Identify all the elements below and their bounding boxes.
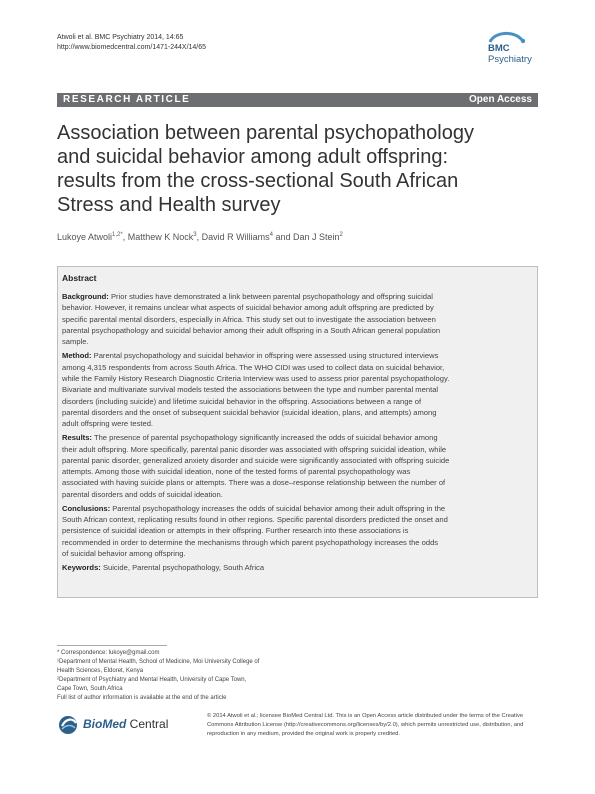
abstract-text: parental psychopathology and suicidal behavior among their adult offspring in a South African general population [62, 325, 441, 335]
article-title [57, 121, 538, 217]
article-type-label: RESEARCH ARTICLE [63, 94, 191, 105]
citation-header [57, 33, 206, 52]
abstract-line [62, 515, 448, 524]
abstract-line [62, 467, 410, 476]
abstract-text: attempts. Among those with suicidal ideation, none of the tested forms of parental psychopathology was [62, 467, 411, 477]
author-affiliation-mark: 4 [269, 232, 273, 238]
abstract-text: recommended in order to determine the mechanisms through which parent psychopathology increases the odds [62, 537, 439, 547]
abstract-text: specific parental mental disorders, especially in Africa. This study set out to investigate the association between [62, 314, 436, 324]
abstract-line [62, 538, 438, 547]
abstract-line [62, 504, 445, 513]
abstract-line [62, 363, 444, 372]
abstract-line [62, 478, 445, 487]
abstract-line [62, 351, 438, 360]
abstract-text: associated with having suicide plans or attempts. There was a dose–response relationship between the number of [62, 478, 446, 488]
publisher-logo [57, 714, 177, 736]
abstract-heading: Abstract [62, 273, 97, 283]
author-affiliation-mark: 3 [193, 232, 197, 238]
abstract-text: Parental psychopathology increases the odds of suicidal behavior among their adult offspring in the [110, 503, 446, 513]
citation-line: Atwoli et al. BMC Psychiatry 2014, 14:65 [57, 34, 184, 41]
abstract-section-label: Keywords: [62, 563, 101, 573]
abstract-text: Bivariate and multivariate survival models tested the associations between the type and number parental mental [62, 385, 439, 395]
footnote-line: * Correspondence: lukoye@gmail.com [57, 650, 160, 656]
license-line: reproduction in any medium, provided the original work is properly credited. [207, 731, 401, 737]
abstract-section-label: Conclusions: [62, 503, 111, 513]
abstract-line [62, 374, 449, 383]
abstract-text: parental disorders and odds of suicidal ideation. [62, 489, 223, 499]
abstract-line [62, 397, 421, 406]
author-affiliation-mark: 2 [339, 232, 343, 238]
publisher-logo-icon [57, 714, 81, 736]
abstract-text: sample. [62, 337, 89, 347]
abstract-line [62, 408, 436, 417]
footnote-line: Health Sciences, Eldoret, Kenya [57, 668, 144, 674]
abstract-line [62, 337, 89, 346]
footnote-line: Full list of author information is available at the end of the article [57, 695, 227, 701]
author-list [57, 232, 343, 242]
abstract-text: their adult offspring. More specifically, parental panic disorder was associated with offspring suicidal ideation, while [62, 444, 447, 454]
publisher-logo-main: BioMed [83, 717, 127, 731]
abstract-section-label: Background: [62, 292, 109, 301]
title-line: Association between parental psychopathology [57, 122, 474, 144]
abstract-text: parental panic disorder, generalized anxiety disorder and suicide were significantly associated with offspring suicide [62, 455, 450, 465]
footnote-line: ¹Department of Mental Health, School of Medicine, Moi University College of [57, 659, 260, 665]
abstract-line [62, 563, 264, 572]
journal-logo-bmc: BMC [488, 43, 510, 54]
abstract-line [62, 419, 153, 428]
title-line: and suicidal behavior among adult offspring: [57, 146, 448, 168]
journal-logo [484, 28, 544, 72]
abstract-text: persistence of suicidal ideation or attempts in their offspring. Further research into these associations is [62, 526, 409, 536]
publisher-logo-text [83, 717, 168, 731]
abstract-line [62, 456, 449, 465]
journal-logo-name: Psychiatry [488, 54, 532, 65]
abstract-line [62, 303, 434, 312]
abstract-line [62, 292, 433, 301]
author-name[interactable]: , David R Williams [196, 232, 270, 242]
abstract-line [62, 490, 223, 499]
abstract-text: adult offspring were tested. [62, 419, 154, 429]
abstract-text: disorders (including suicide) and lifetime suicidal behavior in the offspring. Associations between a range of [62, 396, 422, 406]
article-url[interactable]: http://www.biomedcentral.com/1471-244X/14/65 [57, 43, 207, 51]
abstract-text: The presence of parental psychopathology significantly increased the odds of suicidal behavior among [91, 433, 438, 443]
footnote-line: Cape Town, South Africa [57, 686, 123, 692]
abstract-line [62, 445, 446, 454]
publisher-logo-central: Central [126, 717, 169, 731]
abstract-line [62, 549, 186, 558]
open-access-label: Open Access [469, 94, 532, 105]
abstract-text: of suicidal behavior among offspring. [62, 549, 186, 559]
abstract-text: Suicide, Parental psychopathology, South Africa [100, 563, 265, 573]
footnote-divider [57, 645, 167, 646]
license-line: © 2014 Atwoli et al.; licensee BioMed Central Ltd. This is an Open Access article distributed under the terms of the Creative [207, 713, 524, 719]
abstract-section-label: Method: [62, 351, 92, 361]
author-name[interactable]: , Matthew K Nock [122, 232, 194, 242]
abstract-text: among 4,315 respondents from across South Africa. The WHO CIDI was used to collect data on suicidal behavior, [62, 362, 445, 372]
abstract-line [62, 315, 436, 324]
title-line: results from the cross-sectional South African [57, 170, 459, 192]
abstract-text: South African context, replicating results found in other regions. Specific parental disorders predicted the onset and [62, 515, 448, 525]
author-name[interactable]: and Dan J Stein [272, 232, 340, 242]
article-type-banner [57, 93, 538, 107]
abstract-text: parental disorders and the onset of subsequent suicidal behavior (suicidal ideation, plans, and attempts) among [62, 407, 437, 417]
abstract-text: Prior studies have demonstrated a link between parental psychopathology and offspring suicidal [108, 292, 433, 301]
footnote-line: ²Department of Psychiatry and Mental Health, University of Cape Town, [57, 677, 247, 683]
abstract-line [62, 385, 438, 394]
abstract-section-label: Results: [62, 433, 92, 443]
abstract-line [62, 326, 440, 335]
title-line: Stress and Health survey [57, 194, 281, 216]
abstract-line [62, 526, 408, 535]
abstract-text: behavior. However, it remains unclear what aspects of suicidal behavior among adult offspring are predicted by [62, 303, 434, 313]
author-affiliation-mark: 1,2* [112, 232, 123, 238]
license-line: Commons Attribution License (http://creativecommons.org/licenses/by/2.0), which permits unrestricted use, distribution, and [207, 722, 524, 728]
abstract-text: while the Family History Research Diagnostic Criteria Interview was used to assess prior parental psychopathology. [62, 373, 450, 383]
abstract-line [62, 433, 438, 442]
author-name[interactable]: Lukoye Atwoli [57, 232, 113, 242]
abstract-text: Parental psychopathology and suicidal behavior in offspring were assessed using structured interviews [91, 351, 439, 361]
